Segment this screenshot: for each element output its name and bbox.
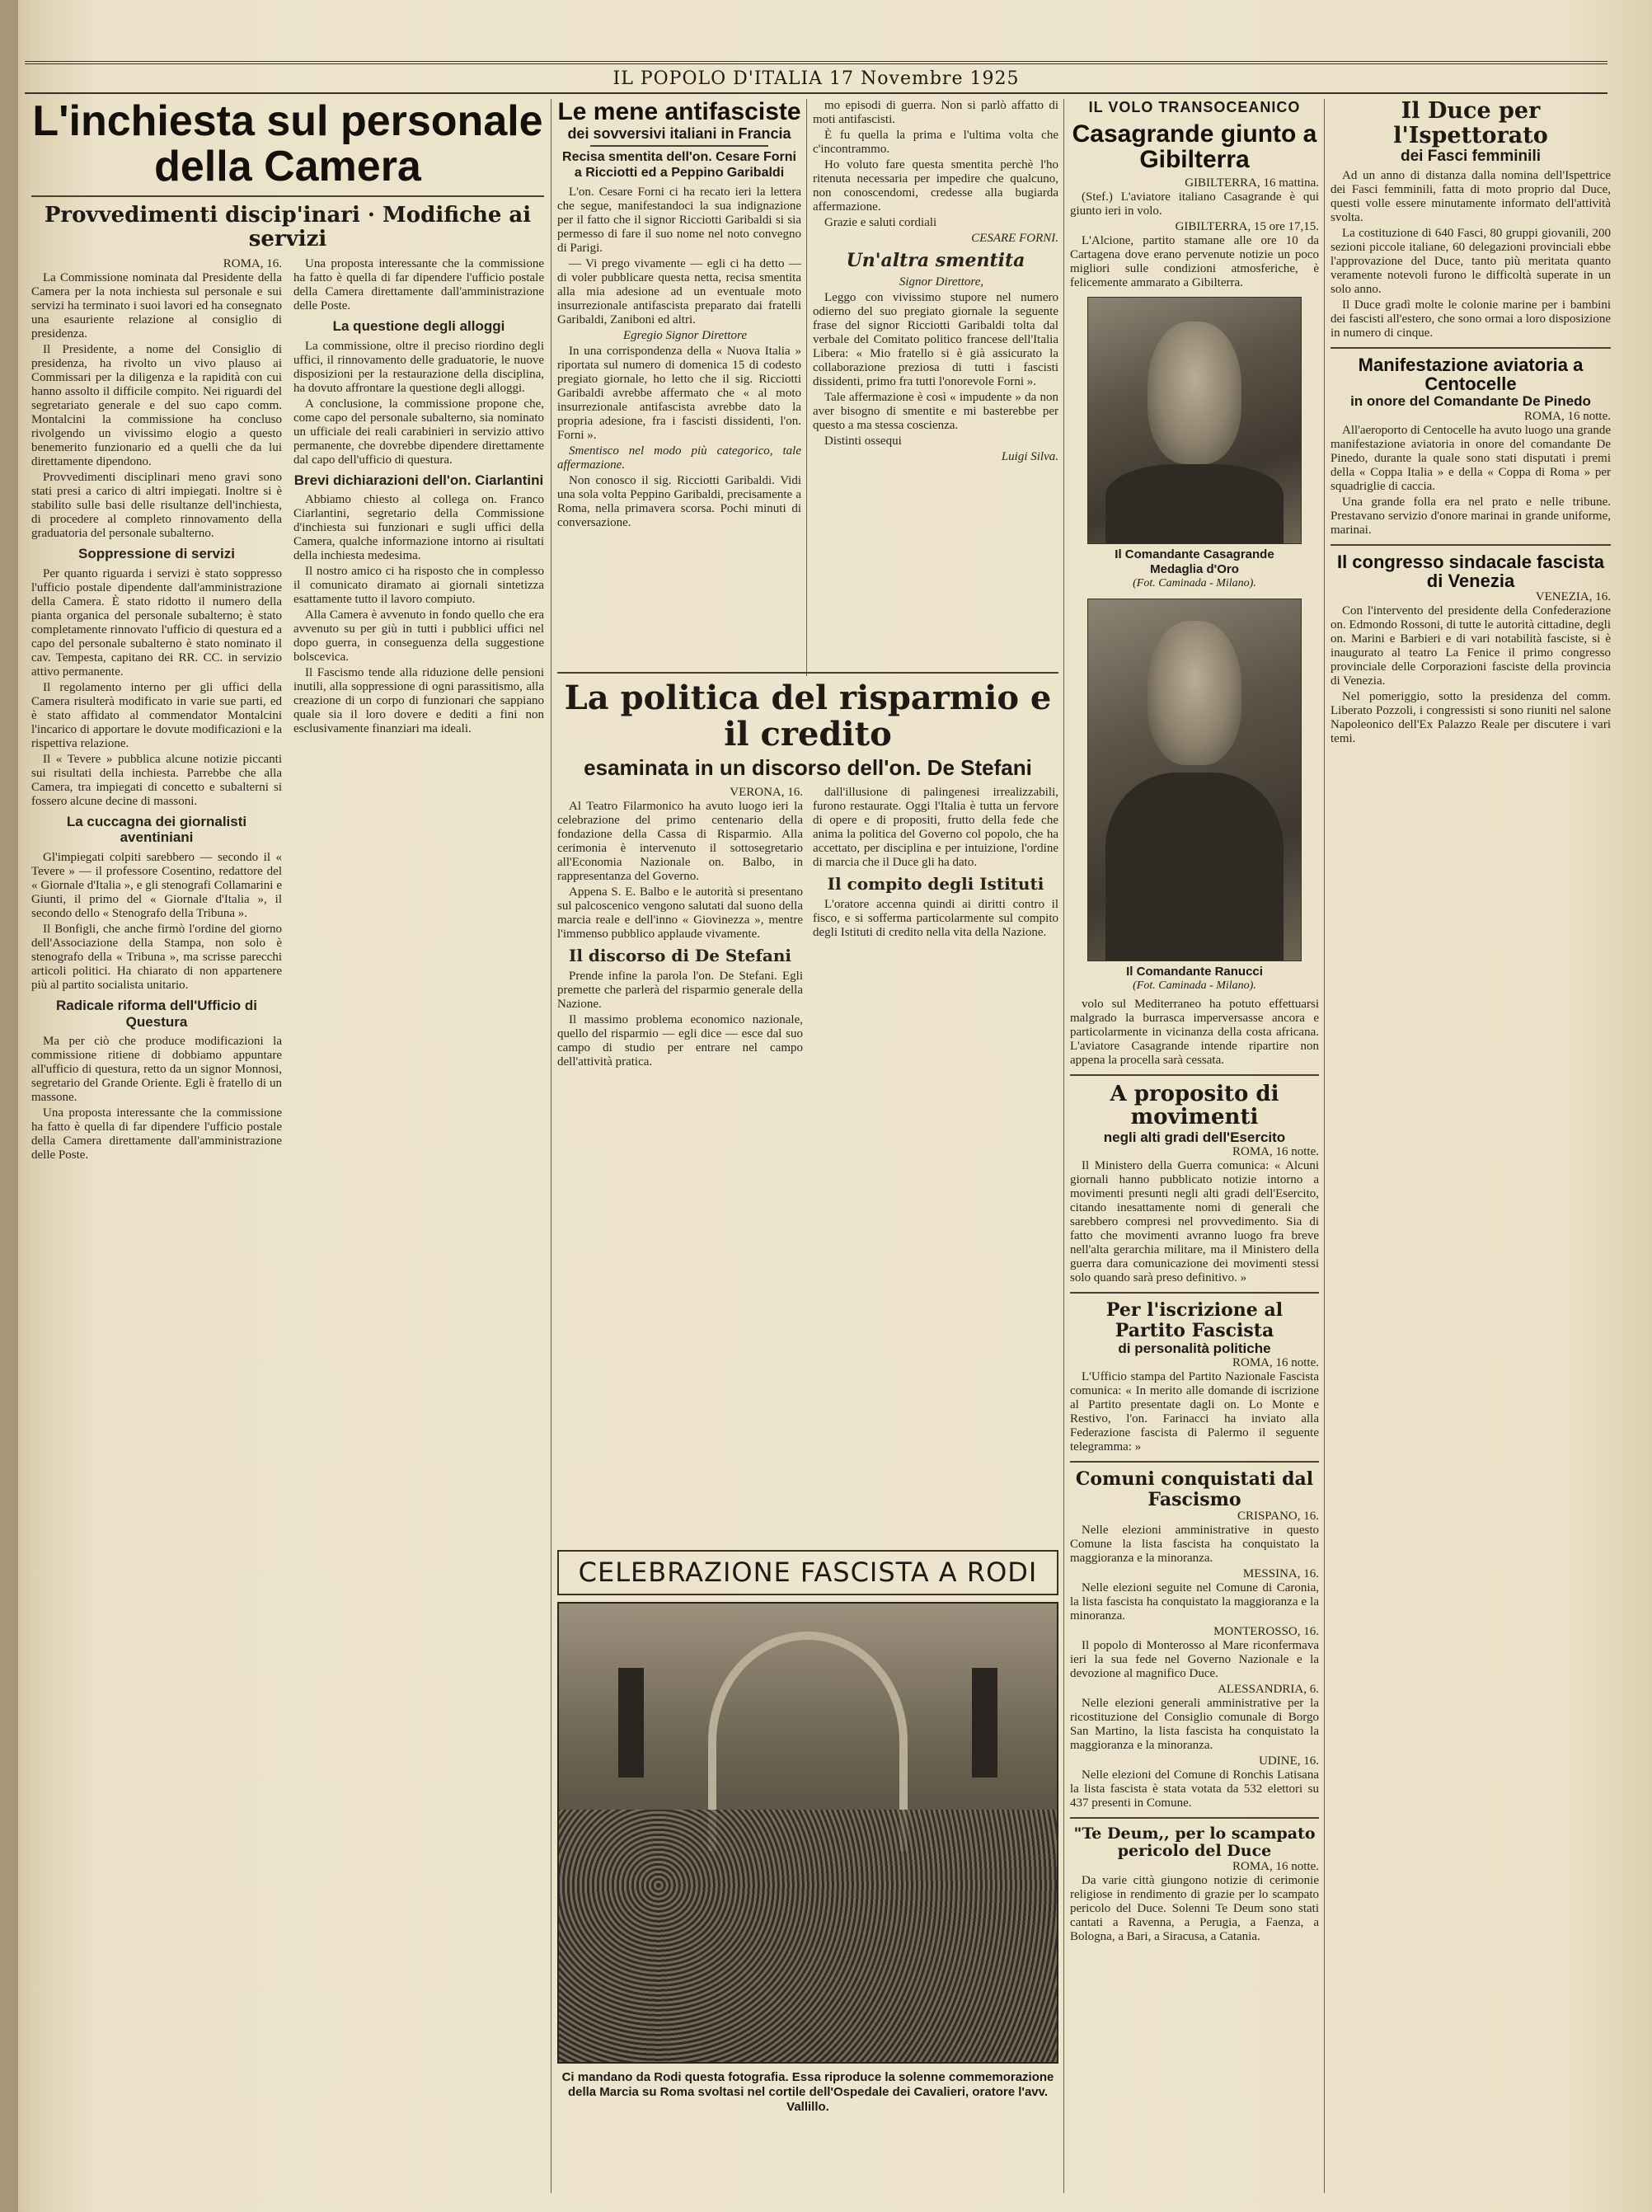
paragraph: Appena S. E. Balbo e le autorità si presentano sul palcoscenico vengono salutati dal suono della marcia reale e dell'inno « Giovinezza », mentre l'immenso pubblico applaude vivamente.	[557, 885, 803, 941]
dateline: ROMA, 16 notte.	[1232, 1859, 1319, 1873]
subhead: Provvedimenti discip'inari · Modifiche ai servizi	[44, 203, 532, 251]
dateline: ROMA, 16 notte.	[1232, 1145, 1319, 1159]
paragraph: L'Alcione, partito stamane alle ore 10 da Cartagena dove erano pervenute notizie un poco migliori sulle condizioni atmosferiche, è felicemente ammarato a Gibilterra.	[1070, 233, 1319, 289]
subhead: negli alti gradi dell'Esercito	[1103, 1129, 1286, 1145]
section-heading: Brevi dichiarazioni dell'on. Ciarlantini	[293, 472, 544, 488]
photo-caption: Medaglia d'Oro	[1150, 561, 1239, 576]
divider	[1070, 1817, 1319, 1819]
dateline: GIBILTERRA, 15 ore 17,15.	[1175, 219, 1319, 233]
photo-banner	[618, 1668, 643, 1778]
paragraph: Prende infine la parola l'on. De Stefani. Egli premette che parlerà del risparmio generale della Nazione.	[557, 969, 803, 1011]
dateline: ALESSANDRIA, 6.	[1218, 1682, 1319, 1696]
article-risparmio	[557, 672, 1058, 1257]
paragraph: Al Teatro Filarmonico ha avuto luogo ieri la celebrazione del primo centenario della fondazione della Cassa di Risparmio. Alla cerimonia è intervenuto il sottosegretario all'Economia Nazionale on. Balbo, in rappresentanza del Governo.	[557, 799, 803, 883]
section-heading: La questione degli alloggi	[332, 318, 505, 335]
dateline: MESSINA, 16.	[1242, 1566, 1319, 1580]
divider	[1070, 1292, 1319, 1294]
subhead: in onore del Comandante De Pinedo	[1350, 393, 1591, 410]
paragraph: Il Fascismo tende alla riduzione delle pensioni inutili, alla soppressione di ogni parassitismo, alla creazione di un corpo di funzionari che sappiano quale sia il loro dovere e dediti a fini non esclusivamente finanziari ma ideali.	[293, 666, 544, 736]
paragraph: Con l'intervento del presidente della Confederazione on. Edmondo Rossoni, di tutte le autorità cittadine, degli on. Marini e Barbieri e di vari notabilità fasciste, si è inaugurato al teatro La Fenice il primo congresso provinciale delle Corporazioni fasciste della provincia di Venezia.	[1331, 604, 1611, 688]
masthead-text: IL POPOLO D'ITALIA 17 Novembre 1925	[612, 68, 1020, 89]
paragraph: Tale affermazione è così « impudente » da non aver bisogno di smentite e mi basterebbe per questo a ma stessa coscienza.	[813, 391, 1058, 433]
paragraph: — Vi prego vivamente — egli ci ha detto — di voler pubblicare questa netta, recisa smentita alla mia adesione ad un eventuale moto insurrezionale antifascista preparato dai fratelli Garibaldi, Zaniboni ed altri.	[557, 256, 801, 326]
photo-crowd	[559, 1810, 1057, 2062]
divider	[557, 672, 1058, 674]
paragraph: Alla Camera è avvenuto in fondo quello che era avvenuto su per giù in tutti i pubblici uffici nel dopo guerra, in conseguenza della suggestione bolscevica.	[293, 608, 544, 665]
headline: Manifestazione aviatoria a Centocelle	[1358, 355, 1584, 395]
signature: Luigi Silva.	[1001, 450, 1058, 464]
salutation: Egregio Signor Direttore	[623, 328, 747, 342]
dateline: GIBILTERRA, 16 mattina.	[1185, 176, 1319, 190]
photo-torso	[1105, 464, 1284, 542]
paragraph: Una proposta interessante che la commissione ha fatto è quella di far dipendere l'ufficio postale della Camera direttamente dall'amministrazione delle Poste.	[293, 257, 544, 313]
paragraph: L'Ufficio stampa del Partito Nazionale Fascista comunica: « In merito alle domande di iscrizione al Partito presentate dagli on. Lo Monte e Restivo, l'on. Farinacci ha inviato alla Federazione fascista di Palermo il seguente telegramma: »	[1070, 1370, 1319, 1454]
salutation: Signor Direttore,	[899, 275, 984, 289]
dateline: CRISPANO, 16.	[1237, 1509, 1319, 1523]
headline: CELEBRAZIONE FASCISTA A RODI	[557, 1550, 1058, 1595]
subhead: dei Fasci femminili	[1401, 148, 1541, 166]
divider	[1331, 544, 1611, 546]
paragraph: Il Bonfigli, che anche firmò l'ordine del giorno dell'Associazione della Stampa, non solo è stenografo della « Tribuna », ma scrisse parecchi articoli politici. Ha chiarato di non appartenere più al partito socialista unitario.	[31, 923, 282, 993]
dateline: VENEZIA, 16.	[1535, 590, 1611, 604]
paragraph: La commissione, oltre il preciso riordino degli uffici, il rinnovamento delle graduatorie, le nuove disposizioni per la restaurazione della disciplina, ha dovuto affrontare la questione degli alloggi.	[293, 339, 544, 395]
rodi-photograph	[557, 1602, 1058, 2064]
paragraph: Il Presidente, a nome del Consiglio di presidenza, ha rivolto un vivo plauso ai Commissari per la diligenza e la rapidità con cui hanno assolto il difficile compito. Nei riguardi del segretariato generale e del suo capo comm. Montalcini la commissione ha concluso rivolgendo un vivissimo elogio a questo benemerito funzionario ed a quelli che da lui direttamente dipendono.	[31, 343, 282, 469]
paragraph: Una proposta interessante che la commissione ha fatto è quella di far dipendere l'ufficio postale della Camera direttamente dall'amministrazione delle Poste.	[31, 1106, 282, 1162]
divider	[1070, 1461, 1319, 1463]
column-rule	[806, 99, 807, 676]
photo-caption: Il Comandante Ranucci	[1126, 964, 1263, 979]
section-heading: Il compito degli Istituti	[827, 873, 1044, 894]
paragraph: Leggo con vivissimo stupore nel numero odierno del suo pregiato giornale la seguente frase del signor Ricciotti Garibaldi tolta dal verbale del Comitato politico francese dell'Italia Libera: « Mio fratello si è già assicurato la collaborazione preziosa di tutti i fascisti dissidenti, primo fra tutti l'onorevole Forni ».	[813, 291, 1058, 389]
paragraph: Smentisco nel modo più categorico, tale affermazione.	[557, 444, 801, 472]
paragraph: Da varie città giungono notizie di cerimonie religiose in rendimento di grazie per lo scampato pericolo del Duce. Solenni Te Deum sono stati cantati a Ravenna, a Perugia, a Faenza, a Bologna, a Bari, a Siracusa, a Catania.	[1070, 1873, 1319, 1943]
divider	[31, 195, 544, 197]
photo-torso	[1105, 773, 1284, 960]
paragraph: Il regolamento interno per gli uffici della Camera risulterà modificato in varie sue parti, ed è stato affidato al commendator Montalcini l'incarico di apportare le dovute modificazioni e la rispettiva relazione.	[31, 680, 282, 750]
headline: Il Duce per l'Ispettorato	[1393, 99, 1548, 148]
dateline: UDINE, 16.	[1259, 1754, 1319, 1768]
paragraph: Abbiamo chiesto al collega on. Franco Ciarlantini, segretario della Commissione d'inchiesta sui funzionari e sugli uffici della Camera, qualche informazione intorno ai risultati della inchiesta medesima.	[293, 493, 544, 563]
paragraph: A conclusione, la commissione propone che, come capo del personale subalterno, sia nominato un ufficiale dei reali carabinieri in servizio attivo permanente, che dovrebbe dipendere direttamente dal capo dell'ufficio di questura.	[293, 397, 544, 467]
section-heading: La cuccagna dei giornalisti aventiniani	[66, 813, 247, 846]
signature: CESARE FORNI.	[971, 232, 1058, 245]
photo-credit: (Fot. Caminada - Milano).	[1133, 576, 1256, 589]
article-duce-ispettorato	[1331, 99, 1611, 2193]
dateline: ROMA, 16 notte.	[1232, 1356, 1319, 1370]
photo-face	[1147, 322, 1241, 464]
headline: Casagrande giunto a Gibilterra	[1072, 120, 1317, 174]
photo-casagrande	[1087, 297, 1302, 544]
column-rule	[1324, 99, 1325, 2193]
paragraph: Distinti ossequi	[824, 434, 902, 449]
paragraph: Non conosco il sig. Ricciotti Garibaldi. Vidi una sola volta Peppino Garibaldi, precisamente a Roma, nella primavera scorsa. Pochi minuti di conversazione.	[557, 473, 801, 529]
photo-caption: Il Comandante Casagrande	[1115, 547, 1274, 561]
paragraph: La Commissione nominata dal Presidente della Camera per la nota inchiesta sul personale e sui servizi ha terminato i suoi lavori ed ha consegnato una esauriente relazione al consiglio di presidenza.	[31, 271, 282, 341]
headline: L'inchiesta sul personale della Camera	[32, 99, 543, 190]
dateline: VERONA, 16.	[730, 785, 803, 799]
paragraph: L'oratore accenna quindi ai diritti contro il fisco, e si sofferma particolarmente sul compito degli Istituti di credito nella vita della Nazione.	[813, 897, 1058, 939]
headline: La politica del risparmio e il credito	[564, 679, 1052, 754]
paragraph: Il « Tevere » pubblica alcune notizie piccanti sui risultati della inchiesta. Parrebbe che alla Camera, tra impiegati di concetto e subalterni si fossero alcune decine di massoni.	[31, 752, 282, 808]
headline: "Te Deum,, per lo scampato pericolo del Duce	[1073, 1824, 1316, 1860]
dateline: ROMA, 16 notte.	[1524, 409, 1611, 423]
kicker: IL VOLO TRANSOCEANICO	[1088, 99, 1301, 115]
section-heading: Soppressione di servizi	[78, 546, 235, 562]
divider	[590, 145, 768, 147]
headline: Le mene antifasciste	[557, 99, 801, 125]
divider	[1331, 347, 1611, 349]
paragraph: Grazie e saluti cordiali	[824, 216, 937, 229]
headline: Il congresso sindacale fascista di Venezia	[1336, 551, 1605, 592]
rodi-feature	[557, 1550, 1058, 2193]
paragraph: Ma per ciò che produce modificazioni la commissione ritiene di dobbiamo appuntare all'ufficio di questura, retto da un signor Monnosi, segretario del Grande Oriente. Egli è fratello di un massone.	[31, 1035, 282, 1105]
dateline: ROMA, 16.	[223, 257, 282, 271]
article-smentite	[813, 99, 1058, 627]
paragraph: Ad un anno di distanza dalla nomina dell'Ispettrice dei Fasci femminili, fatta di moto proprio dal Duce, questi volle essere minutamente informato dell'attività svolta.	[1331, 169, 1611, 225]
paragraph: (Stef.) L'aviatore italiano Casagrande è qui giunto ieri in volo.	[1070, 190, 1319, 218]
headline: Comuni conquistati dal Fascismo	[1075, 1468, 1314, 1510]
paragraph: Nelle elezioni del Comune di Ronchis Latisana la lista fascista è stata votata da 532 elettori su 437 presenti in Comune.	[1070, 1768, 1319, 1810]
paragraph: Il nostro amico ci ha risposto che in complesso il comunicato diramato ai giornali sintetizza esattamente tutto il lavoro compiuto.	[293, 565, 544, 607]
paragraph: Nelle elezioni seguite nel Comune di Caronia, la lista fascista ha conquistato la maggioranza e la minoranza.	[1070, 1580, 1319, 1623]
paragraph: Il Duce gradì molte le colonie marine per i bambini dei fascisti all'estero, che sono ormai a loro disposizione in numero di cinque.	[1331, 298, 1611, 340]
subhead: Recisa smentita dell'on. Cesare Forni a Ricciotti ed a Peppino Garibaldi	[562, 150, 796, 180]
article-mene-antifasciste	[557, 99, 801, 627]
paragraph: All'aeroporto di Centocelle ha avuto luogo una grande manifestazione aviatoria in onore del comandante De Pinedo, durante la quale sono stati disputati i premi della « Coppa Italia » e della « Coppa di Roma » per squadriglie di caccia.	[1331, 423, 1611, 493]
paragraph: mo episodi di guerra. Non si parlò affatto di moti antifascisti.	[813, 99, 1058, 126]
paragraph: Nel pomeriggio, sotto la presidenza del comm. Liberato Pozzoli, i congressisti si sono riuniti nel salone Napoleonico dell'Ex Palazzo Reale per discutere i vari temi.	[1331, 690, 1611, 746]
paragraph: Il Ministero della Guerra comunica: « Alcuni giornali hanno pubblicato notizie intorno a movimenti presunti negli alti gradi dell'Esercito, citando inesattamente nomi di generali che sarebbero compresi nel provvedimento. Sia di fatto che movimenti avranno luogo fra breve nell'alta gerarchia militare, ma il Ministero della guerra dara comunicazione dei movimenti stessi solo quando sarà preso definitivo. »	[1070, 1159, 1319, 1285]
section-heading: Il discorso di De Stefani	[568, 945, 792, 965]
paragraph: Il popolo di Monterosso al Mare riconfermava ieri la sua fede nel Governo Nazionale e la devozione al magnifico Duce.	[1070, 1638, 1319, 1680]
paragraph: Ho voluto fare questa smentita perchè l'ho ritenuta necessaria per impedire che qualcuno, non conoscendomi, credesse alla bugiarda affermazione.	[813, 158, 1058, 214]
masthead	[25, 61, 1607, 94]
article-inchiesta	[31, 99, 544, 2193]
column-rule	[1063, 99, 1064, 2193]
paragraph: Il massimo problema economico nazionale, quello del risparmio — egli dice — esce dal suo campo di studio per entrare nel campo dell'attività pratica.	[557, 1012, 803, 1068]
subhead: di personalità politiche	[1118, 1340, 1271, 1356]
subhead: dei sovversivi italiani in Francia	[567, 124, 791, 142]
paragraph: Una grande folla era nel prato e nelle tribune. Prestavano servizio d'onore marinai in grande uniforme, marinai.	[1331, 495, 1611, 537]
adjacent-page-edge	[0, 0, 18, 2212]
dateline: MONTEROSSO, 16.	[1213, 1624, 1319, 1638]
headline: Per l'iscrizione al Partito Fascista	[1105, 1299, 1284, 1341]
photo-face	[1147, 621, 1241, 765]
paragraph: Nelle elezioni amministrative in questo Comune la lista fascista ha conquistato la maggioranza e la minoranza.	[1070, 1523, 1319, 1565]
article-volo-transoceanico	[1070, 99, 1319, 2193]
headline: A proposito di movimenti	[1110, 1081, 1279, 1130]
paragraph: In una corrispondenza della « Nuova Italia » riportata sul numero di domenica 15 di codesto pregiato giornale, ho letto che il sig. Ricciotti Garibaldi avrebbe affermato che « al moto insurrezionale antifascista avrebbe dato la propria adesione, fra i fascisti dissidenti, l'on. Forni ».	[557, 344, 801, 442]
photo-caption: Ci mandano da Rodi questa fotografia. Essa riproduce la solenne commemorazione della Marcia su Roma svoltasi nel cortile dell'Ospedale dei Cavalieri, oratore l'avv. Vallillo.	[561, 2070, 1054, 2115]
section-heading: Un'altra smentita	[846, 250, 1025, 271]
paragraph: È fu quella la prima e l'ultima volta che c'incontrammo.	[813, 129, 1058, 156]
paragraph: Provvedimenti disciplinari meno gravi sono stati presi a carico di altri impiegati. Inoltre si è stabilito sulle basi delle risultanze dell'inchiesta, di procedere al completo rinnovamento della graduatoria del personale subalterno.	[31, 471, 282, 541]
photo-credit: (Fot. Caminada - Milano).	[1133, 979, 1256, 992]
paragraph: L'on. Cesare Forni ci ha recato ieri la lettera che segue, manifestandoci la sua indignazione per il fatto che il signor Ricciotti Garibaldi si sia permesso di fare il suo nome nel noto convegno di Parigi.	[557, 185, 801, 255]
paragraph: La costituzione di 640 Fasci, 80 gruppi giovanili, 200 sezioni piccole italiane, 60 delegazioni provinciali ebbe l'approvazione del Duce, tanto più meritata quanto veramente notevoli furono le difficoltà superate in un solo anno.	[1331, 227, 1611, 297]
paragraph: volo sul Mediterraneo ha potuto effettuarsi malgrado la burrasca imperversasse ancora e particolarmente in vicinanza della costa africana. L'aviatore Casagrande intende ripartire non appena la procella sarà cessata.	[1070, 997, 1319, 1067]
divider	[1070, 1074, 1319, 1076]
photo-ranucci	[1087, 599, 1302, 961]
photo-banner	[972, 1668, 997, 1778]
section-heading: Radicale riforma dell'Ufficio di Questura	[56, 998, 257, 1030]
paragraph: Nelle elezioni generali amministrative per la ricostituzione del Consiglio comunale di Borgo San Martino, la lista fascista ha conquistato la maggioranza e la minoranza.	[1070, 1696, 1319, 1752]
paragraph: Gl'impiegati colpiti sarebbero — secondo il « Tevere » — il professore Cosentino, redattore del « Giornale d'Italia », e gli stenografi Collamarini e Giunti, il primo del « Giornale d'Italia », il secondo dello « Stenografo della Tribuna ».	[31, 851, 282, 921]
paragraph: dall'illusione di palingenesi irrealizzabili, furono restaurate. Oggi l'Italia è tutta un fervore di opere e di propositi, frutto della fede che anima la politica del Governo col popolo, che ha accettato, per disciplina e per intuizione, l'ordine di marcia che il Duce gli ha dato.	[813, 785, 1058, 869]
paragraph: Per quanto riguarda i servizi è stato soppresso l'ufficio postale dipendente dall'amministrazione della Camera. È stato ridotto il numero della pianta organica del personale subalterno; è stato completamente rinnovato l'ufficio di questura ed a capo del personale subalterno è stato nominato il cav. Tempesta, capitano dei RR. CC. in servizio attivo permanente.	[31, 566, 282, 679]
subhead: esaminata in un discorso dell'on. De Stefani	[584, 755, 1032, 780]
